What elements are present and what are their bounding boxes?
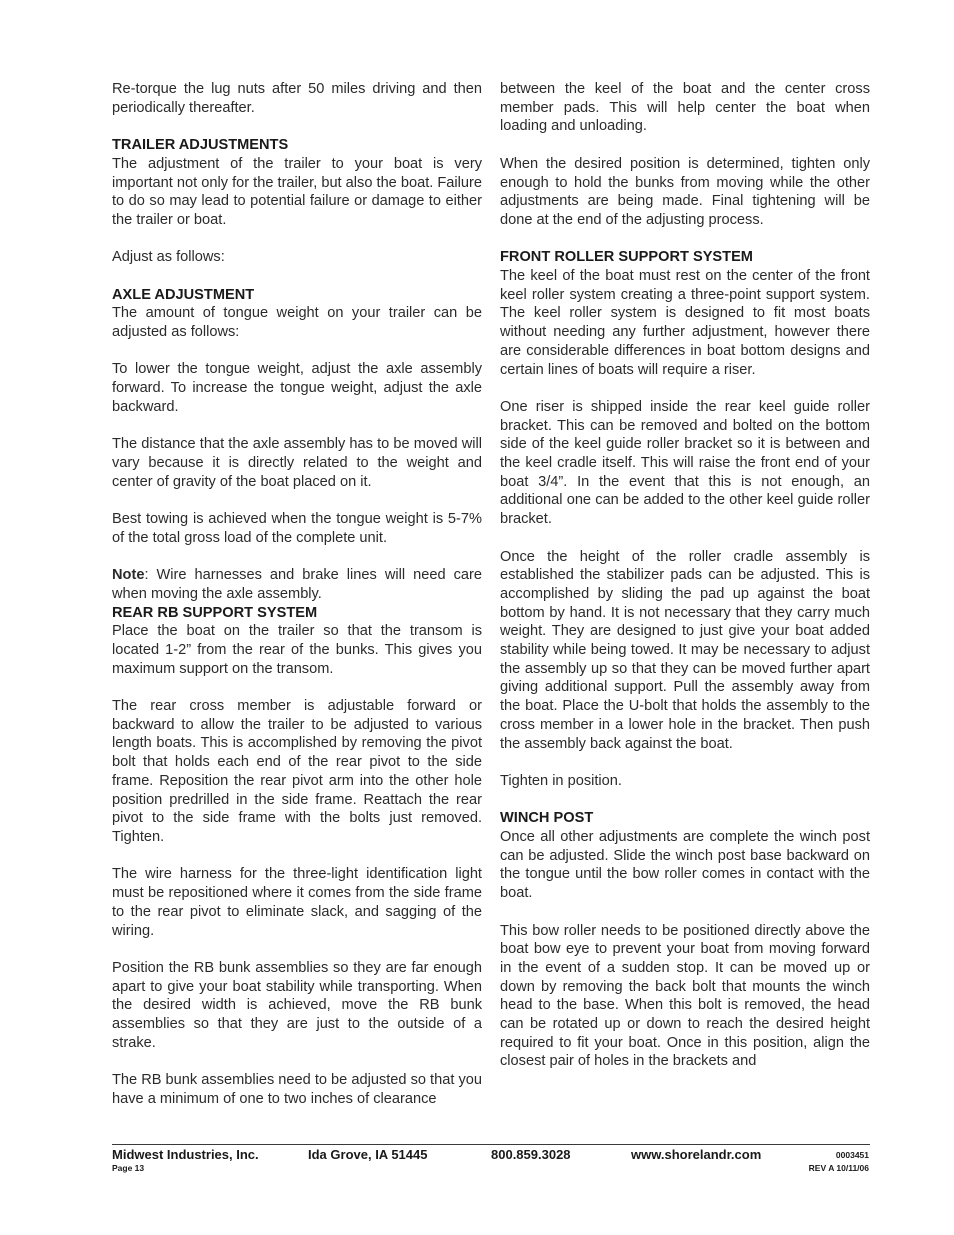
paragraph: Adjust as follows: [112,249,225,266]
footer-page-number: Page 13 [112,1163,145,1173]
paragraph: The keel of the boat must rest on the center of the front keel roller system creating a three-point support system. The keel roller system is designed to fit most boats without needing any further adjustment, however there are considerable differences in boat bottom designs and certain lines of boats will require a riser. [500,268,870,378]
paragraph: The distance that the axle assembly has to be moved will vary because it is directly related to the weight and center of gravity of the boat placed on it. [112,436,482,490]
paragraph: Position the RB bunk assemblies so they are far enough apart to give your boat stability while transporting. When the desired width is achieved, move the RB bunk assemblies so that they are just to the outside of a strake. [112,959,482,1051]
note-label: Note [112,567,145,584]
paragraph: To lower the tongue weight, adjust the axle assembly forward. To increase the tongue weight, adjust the axle backward. [112,361,482,415]
paragraph: Re-torque the lug nuts after 50 miles driving and then periodically thereafter. [112,81,482,116]
paragraph: The adjustment of the trailer to your boat is very important not only for the trailer, but also the boat. Failure to do so may lead to potential failure or damage to either the trailer or boat. [112,155,482,228]
paragraph: between the keel of the boat and the center cross member pads. This will help center the boat when loading and unloading. [500,81,870,135]
paragraph: Once the height of the roller cradle assembly is established the stabilizer pads can be adjusted. This is accomplished by sliding the pad up against the boat bottom by hand. It is not necessary that they carry much weight. They are designed to just give your boat added stability while being towed. It may be necessary to adjust the assembly up so that they can be moved further apart giving additional support. Pull the assembly away from the boat. Place the U-bolt that holds the assembly to the cross member in a lower hole in the bracket. Then push the assembly back against the boat. [500,548,870,752]
paragraph: The rear cross member is adjustable forward or backward to allow the trailer to be adjusted to various length boats. This is accomplished by removing the pivot bolt that holds each end of the rear pivot to the side frame. Reposition the rear pivot arm into the other hole position predrilled in the side frame. Reattach the rear pivot to the side frame with the bolts just removed. Tighten. [112,698,482,845]
paragraph: The wire harness for the three-light identification light must be repositioned where it comes from the side frame to the rear pivot to eliminate slack, and sagging of the wiring. [112,866,482,939]
paragraph: The amount of tongue weight on your trailer can be adjusted as follows: [112,305,482,341]
footer-revision: REV A 10/11/06 [808,1163,869,1173]
note-text: : Wire harnesses and brake lines will need care when moving the axle assembly. [112,567,482,602]
note-paragraph [112,566,482,603]
paragraph: This bow roller needs to be positioned directly above the boat bow eye to prevent your boat from moving forward in the event of a sudden stop. It can be moved up or down by removing the back bolt that mounts the winch head to the base. When this bolt is removed, the head can be rotated up or down to reach the desired height required to fit your boat. Once in this position, align the closest pair of holes in the brackets and [500,922,870,1070]
heading-rear-rb-support: REAR RB SUPPORT SYSTEM [112,604,318,621]
right-column [500,80,870,1090]
footer-website: www.shorelandr.com [631,1147,762,1162]
heading-trailer-adjustments: TRAILER ADJUSTMENTS [112,137,289,154]
paragraph: Place the boat on the trailer so that the transom is located 1-2” from the rear of the bunks. This gives you maximum support on the transom. [112,623,482,677]
heading-front-roller-support: FRONT ROLLER SUPPORT SYSTEM [500,249,753,266]
footer-company: Midwest Industries, Inc. [112,1147,259,1162]
paragraph: The RB bunk assemblies need to be adjusted so that you have a minimum of one to two inches of clearance [112,1072,482,1107]
paragraph: One riser is shipped inside the rear keel guide roller bracket. This can be removed and bolted on the bottom side of the keel guide roller bracket so it is between and the keel cradle itself. This will raise the front end of your boat 3/4”. In the event that this is not enough, an additional one can be added to the other keel guide roller bracket. [500,398,870,528]
footer-location: Ida Grove, IA 51445 [308,1147,428,1162]
heading-winch-post: WINCH POST [500,810,594,827]
footer-doc-number: 0003451 [835,1150,869,1160]
paragraph: Best towing is achieved when the tongue weight is 5-7% of the total gross load of the complete unit. [112,511,482,546]
paragraph: Tighten in position. [500,772,622,789]
left-column [112,80,482,1127]
footer-phone: 800.859.3028 [491,1147,571,1162]
footer-divider [112,1144,870,1145]
paragraph: Once all other adjustments are complete the winch post can be adjusted. Slide the winch post base backward on the tongue until the bow roller comes in contact with the boat. [500,829,870,902]
paragraph: When the desired position is determined, tighten only enough to hold the bunks from moving while the other adjustments are being made. Final tightening will be done at the end of the adjusting process. [500,155,870,228]
heading-axle-adjustment: AXLE ADJUSTMENT [112,286,255,303]
